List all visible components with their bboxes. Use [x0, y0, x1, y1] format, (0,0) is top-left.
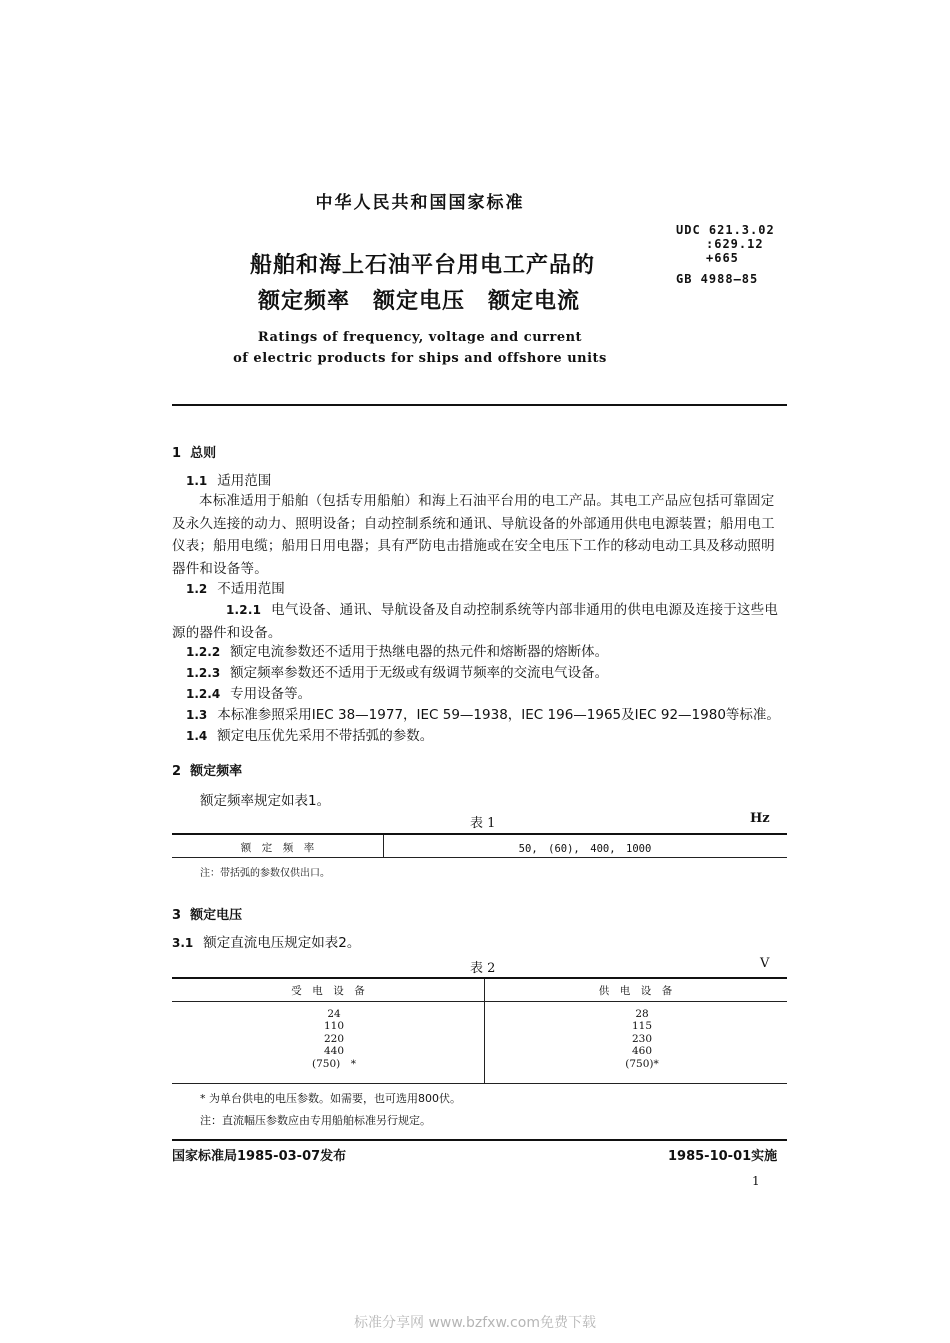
section-1-4-text: 1.4 额定电压优先采用不带括弧的参数。	[186, 728, 434, 744]
table-1-top-rule	[172, 833, 787, 835]
section-1-2-2-text: 1.2.2 额定电流参数还不适用于热继电器的热元件和熔断器的熔断体。	[186, 644, 609, 660]
table-2-bottom-rule	[172, 1083, 787, 1084]
watermark: 标准分享网 www.bzfxw.com免费下载	[354, 1315, 596, 1331]
table-row: 28	[635, 1008, 649, 1020]
header-divider	[172, 404, 787, 406]
section-3-1-text: 3.1 额定直流电压规定如表2。	[172, 935, 361, 951]
table-row: (750)*	[625, 1057, 659, 1070]
table-row: 115	[631, 1020, 653, 1033]
section-2-heading: 2 额定频率	[172, 764, 243, 779]
table-row: 460	[631, 1045, 653, 1058]
table-row: 220	[323, 1032, 345, 1045]
issued-date: 国家标准局1985-03-07发布	[172, 1149, 347, 1164]
udc-code-2: :629.12	[706, 237, 764, 251]
gb-code: GB 4988—85	[676, 272, 759, 286]
table-1-bottom-rule	[172, 857, 787, 858]
table-2-footnote: * 为单台供电的电压参数。如需要，也可选用800伏。	[200, 1092, 461, 1105]
page-number: 1	[752, 1174, 760, 1188]
table-2-header-rule	[172, 1001, 787, 1002]
section-1-2-3-text: 1.2.3 额定频率参数还不适用于无级或有级调节频率的交流电气设备。	[186, 665, 609, 681]
table-2-supply-column	[484, 1008, 800, 1070]
effective-date: 1985-10-01实施	[668, 1149, 778, 1164]
table-2-note: 注：直流幅压参数应由专用船舶标准另行规定。	[200, 1114, 431, 1127]
table-2-unit: V	[760, 956, 770, 971]
section-1-3-text: 1.3 本标准参照采用IEC 38—1977，IEC 59—1938，IEC 196—1965及IEC 92—1980等标准。	[186, 707, 780, 723]
title-en-line1: Ratings of frequency, voltage and current	[257, 330, 583, 345]
title-en-line2: of electric products for ships and offshore units	[233, 351, 607, 366]
table-1-unit: Hz	[750, 811, 770, 826]
table-2-top-rule	[172, 977, 787, 979]
table-2-col-receiving: 受 电 设 备	[291, 985, 365, 997]
table-2-caption: 表 2	[470, 961, 496, 976]
table-2-col-supply: 供 电 设 备	[598, 985, 673, 997]
section-2-intro: 额定频率规定如表1。	[200, 793, 331, 809]
table-row: 230	[631, 1032, 653, 1045]
section-1-2-4-text: 1.2.4 专用设备等。	[186, 686, 312, 702]
section-1-2-heading: 1.2 不适用范围	[186, 581, 285, 597]
table-1-note: 注：带括弧的参数仅供出口。	[200, 868, 330, 879]
table-1-caption: 表 1	[470, 816, 496, 831]
table-1-row-label: 额 定 频 率	[240, 842, 315, 854]
table-row: 440	[323, 1045, 345, 1058]
section-1-1-heading: 1.1 适用范围	[186, 473, 272, 489]
table-1-row-value: 50, (60), 400, 1000	[518, 843, 652, 855]
title-cn-line2: 额定频率 额定电压 额定电流	[258, 289, 581, 314]
table-row: (750) *	[312, 1057, 356, 1070]
title-cn-line1: 船舶和海上石油平台用电工产品的	[250, 253, 596, 278]
section-1-1-text: 本标准适用于船舶（包括专用船舶）和海上石油平台用的电工产品。其电工产品应包括可靠固定及永久连接的动力、照明设备；自动控制系统和通讯、导航设备的外部通用供电电源装置；船用电工仪表；船用电缆；船用日用电器；具有严防电击措施或在安全电压下工作的移动电动工具及移动照明器件和设备等。	[172, 493, 775, 577]
section-1-2-1-text: 1.2.1 电气设备、通讯、导航设备及自动控制系统等内部非通用的供电电源及连接于这些电源的器件和设备。	[172, 602, 779, 641]
section-1-heading: 1 总则	[172, 446, 217, 461]
table-2-receiving-column	[172, 1008, 496, 1070]
udc-code-3: +665	[706, 251, 739, 265]
footer-divider	[172, 1139, 787, 1141]
udc-code: UDC 621.3.02	[676, 223, 775, 237]
section-3-heading: 3 额定电压	[172, 908, 243, 923]
table-row: 110	[323, 1020, 345, 1033]
table-row: 24	[327, 1008, 341, 1020]
standard-type: 中华人民共和国国家标准	[315, 193, 525, 213]
